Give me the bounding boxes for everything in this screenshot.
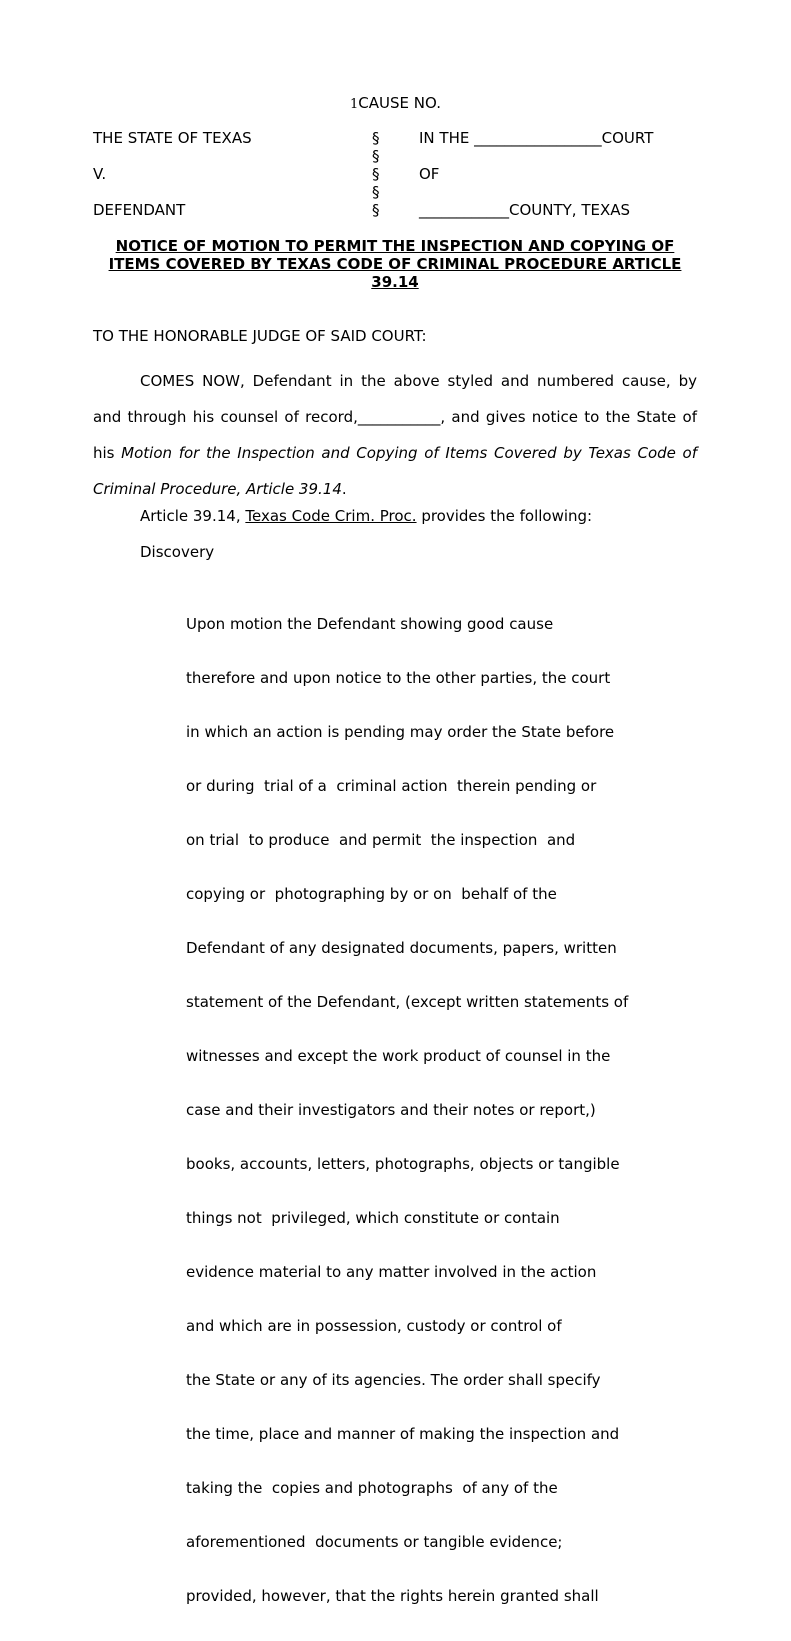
discovery-label: Discovery xyxy=(140,543,215,561)
caption-party: THE STATE OF TEXAS xyxy=(93,129,252,147)
quote-line: copying or photographing by or on behalf of the xyxy=(186,885,557,903)
quote-line: evidence material to any matter involved in the action xyxy=(186,1263,597,1281)
caption-court: OF xyxy=(419,165,440,183)
statute-citation: Texas Code Crim. Proc. xyxy=(245,507,417,525)
case-caption xyxy=(93,129,713,219)
quote-line: Upon motion the Defendant showing good cause xyxy=(186,615,554,633)
caption-row xyxy=(93,165,713,183)
document-title: NOTICE OF MOTION TO PERMIT THE INSPECTION AND COPYING OF ITEMS COVERED BY TEXAS CODE OF CRIMINAL PROCEDURE ARTICLE 39.14 xyxy=(108,237,682,291)
quote-line: therefore and upon notice to the other parties, the court xyxy=(186,669,611,687)
quote-line: or during trial of a criminal action therein pending or xyxy=(186,777,597,795)
caption-row xyxy=(93,201,713,219)
footnote-mark: 1 xyxy=(350,97,359,112)
caption-row xyxy=(93,183,713,201)
body-text-end: . xyxy=(341,480,347,498)
article-prefix: Article 39.14, xyxy=(140,507,246,525)
cause-number xyxy=(0,94,791,112)
caption-court: IN THE _________________COURT xyxy=(419,129,654,147)
body-text: COMES NOW, Defendant in the above styled and numbered cause, by and through his counsel of record,___________, and gives notice to the State of his xyxy=(93,372,697,462)
quote-line: aforementioned documents or tangible evidence; xyxy=(186,1533,563,1551)
cause-label: CAUSE NO. xyxy=(358,94,441,112)
section-symbol: § xyxy=(372,147,380,165)
quote-line: case and their investigators and their notes or report,) xyxy=(186,1101,596,1119)
motion-title: Motion for the Inspection and Copying of Items Covered by Texas Code of Criminal Procedure, Article 39.14 xyxy=(93,444,697,498)
section-symbol: § xyxy=(372,201,380,219)
caption-row xyxy=(93,147,713,165)
caption-court: ____________COUNTY, TEXAS xyxy=(419,201,631,219)
quote-line: and which are in possession, custody or control of xyxy=(186,1317,562,1335)
caption-row xyxy=(93,129,713,147)
quote-line: the State or any of its agencies. The order shall specify xyxy=(186,1371,601,1389)
section-symbol: § xyxy=(372,129,380,147)
caption-party: DEFENDANT xyxy=(93,201,186,219)
salutation: TO THE HONORABLE JUDGE OF SAID COURT: xyxy=(93,327,427,345)
quote-line: on trial to produce and permit the inspection and xyxy=(186,831,576,849)
quote-line: things not privileged, which constitute or contain xyxy=(186,1209,560,1227)
quote-line: provided, however, that the rights herein granted shall xyxy=(186,1587,599,1605)
quote-line: in which an action is pending may order the State before xyxy=(186,723,615,741)
quote-line: Defendant of any designated documents, papers, written xyxy=(186,939,617,957)
quote-line: statement of the Defendant, (except written statements of xyxy=(186,993,629,1011)
section-symbol: § xyxy=(372,165,380,183)
quote-line: the time, place and manner of making the inspection and xyxy=(186,1425,620,1443)
quote-line: witnesses and except the work product of counsel in the xyxy=(186,1047,611,1065)
section-symbol: § xyxy=(372,183,380,201)
quote-line: taking the copies and photographs of any of the xyxy=(186,1479,558,1497)
quote-line: books, accounts, letters, photographs, objects or tangible xyxy=(186,1155,620,1173)
statute-quote xyxy=(186,579,666,1641)
article-reference xyxy=(140,507,592,525)
caption-party: V. xyxy=(93,165,107,183)
article-suffix: provides the following: xyxy=(416,507,593,525)
body-paragraph xyxy=(93,363,697,507)
